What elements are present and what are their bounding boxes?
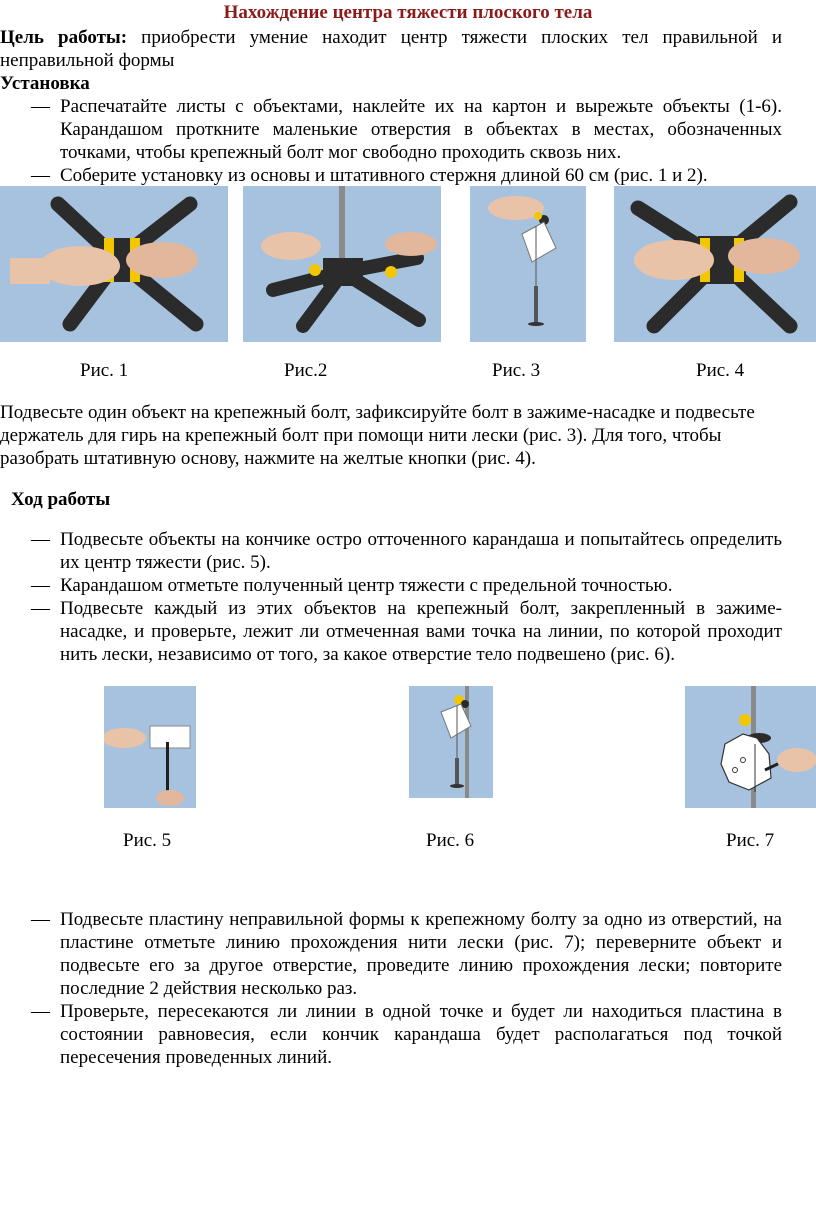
- figure-2-photo: [243, 186, 441, 342]
- figure-1-photo: [0, 186, 228, 342]
- figure-7-caption: Рис. 7: [726, 830, 775, 851]
- setup-heading: Установка: [0, 73, 90, 94]
- figure-5-caption: Рис. 5: [123, 830, 172, 851]
- figure-4-photo: [614, 186, 816, 342]
- procedure-item-text: Подвесьте объекты на кончике остро отточенного карандаша и попытайтесь определить их центр тяжести (рис. 5).: [60, 529, 782, 573]
- goal-paragraph: [0, 26, 782, 72]
- figure-6-photo: [409, 686, 493, 798]
- dash-marker: —: [31, 165, 50, 186]
- procedure-heading: Ход работы: [11, 489, 111, 510]
- final-item-text: Подвесьте пластину неправильной формы к крепежному болту за одно из отверстий, на пластине отметьте линию прохождения нити лески (рис. 7); переверните объект и подвесьте его за другое отверстие, проведите линию прохождения лески; повторите последние 2 действия несколько раз.: [60, 909, 782, 999]
- figure-2-caption: Рис.2: [284, 360, 328, 381]
- setup-item-text: Распечатайте листы с объектами, наклейте их на картон и вырежьте объекты (1-6). Карандашом проткните маленькие отверстия в объектах в местах, обозначенных точками, чтобы крепежный болт мог свободно проходить сквозь них.: [60, 96, 782, 163]
- dash-marker: —: [31, 529, 50, 550]
- procedure-item-text: Карандашом отметьте полученный центр тяжести с предельной точностью.: [60, 575, 673, 596]
- figure-3-caption: Рис. 3: [492, 360, 541, 381]
- final-item-text: Проверьте, пересекаются ли линии в одной точке и будет ли находиться пластина в состоянии равновесия, если кончик карандаша будет располагаться под точкой пересечения проведенных линий.: [60, 1001, 782, 1068]
- procedure-item-text: Подвесьте каждый из этих объектов на крепежный болт, закрепленный в зажиме-насадке, и проверьте, лежит ли отмеченная вами точка на линии, по которой проходит нить лески, независимо от того, за какое отверстие тело подвешено (рис. 6).: [60, 598, 782, 665]
- figure-3-photo: [470, 186, 586, 342]
- figure-7-photo: [685, 686, 816, 808]
- setup-item-text: Соберите установку из основы и штативного стержня длиной 60 см (рис. 1 и 2).: [60, 165, 708, 186]
- dash-marker: —: [31, 575, 50, 596]
- figure-6-caption: Рис. 6: [426, 830, 475, 851]
- goal-text: приобрести умение находит центр тяжести плоских тел правильной и неправильной формы: [0, 27, 782, 71]
- figure-5-photo: [104, 686, 196, 808]
- dash-marker: —: [31, 1001, 50, 1022]
- figure-4-caption: Рис. 4: [696, 360, 745, 381]
- dash-marker: —: [31, 96, 50, 117]
- dash-marker: —: [31, 909, 50, 930]
- goal-label: Цель работы:: [0, 27, 128, 48]
- page-title: Нахождение центра тяжести плоского тела: [223, 2, 593, 23]
- dash-marker: —: [31, 598, 50, 619]
- figure-1-caption: Рис. 1: [80, 360, 129, 381]
- assembly-paragraph: Подвесьте один объект на крепежный болт, зафиксируйте болт в зажиме-насадке и подвесьте держатель для гирь на крепежный болт при помощи нити лески (рис. 3). Для того, чтобы разобрать штативную основу, нажмите на желтые кнопки (рис. 4).: [0, 402, 755, 469]
